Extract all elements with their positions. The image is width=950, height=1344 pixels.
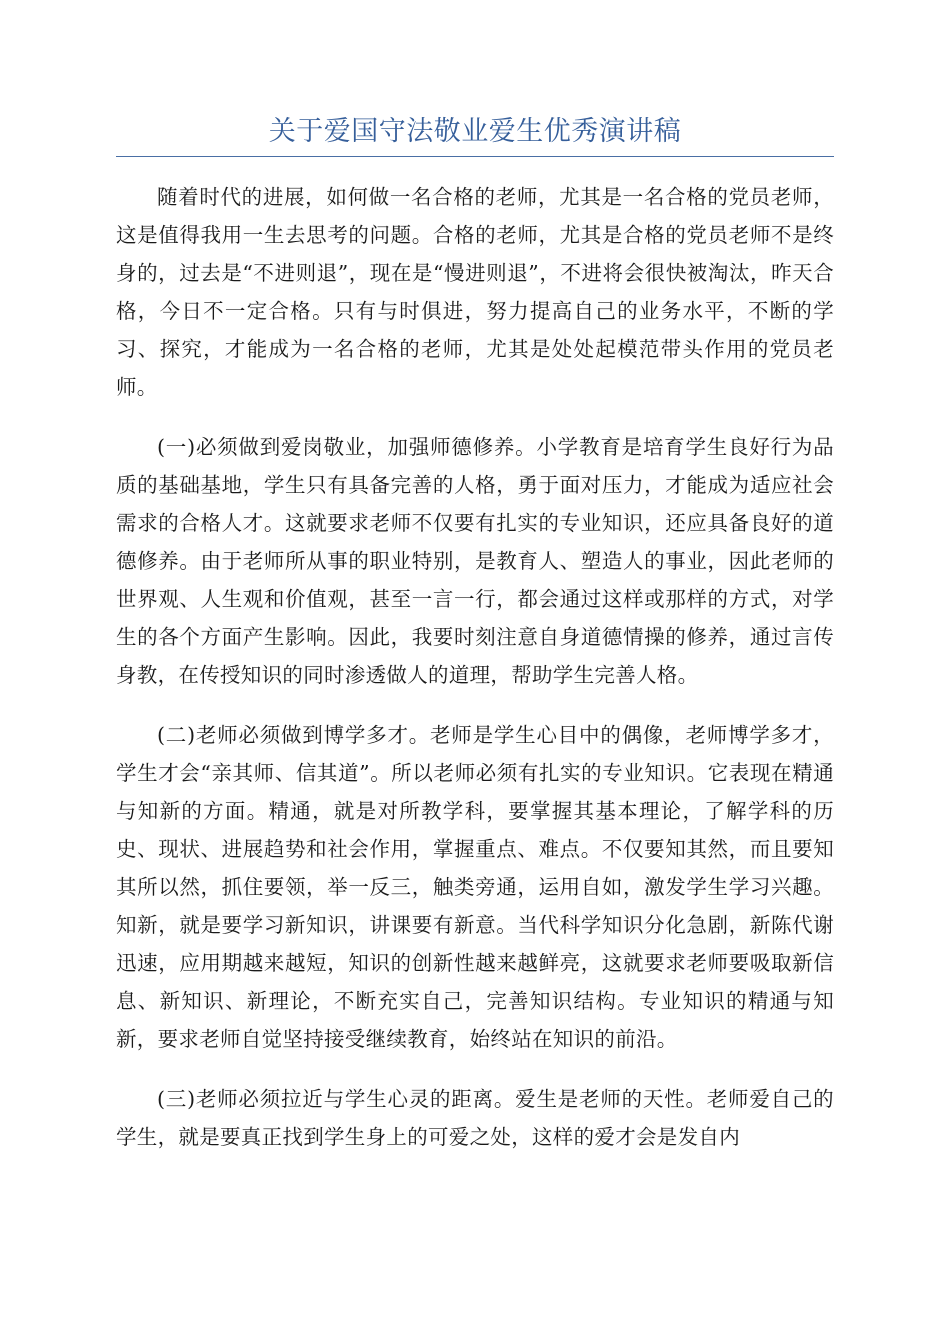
paragraph-section-3: (三)老师必须拉近与学生心灵的距离。爱生是老师的天性。老师爱自己的学生，就是要真正找到学生身上的可爱之处，这样的爱才会是发自内 xyxy=(116,1087,834,1149)
paragraph-section-1: (一)必须做到爱岗敬业，加强师德修养。小学教育是培育学生良好行为品质的基础基地，学生只有具备完善的人格，勇于面对压力，才能成为适应社会需求的合格人才。这就要求老师不仅要有扎实的专业知识，还应具备良好的道德修养。由于老师所从事的职业特别，是教育人、塑造人的事业，因此老师的世界观、人生观和价值观，甚至一言一行，都会通过这样或那样的方式，对学生的各个方面产生影响。因此，我要时刻注意自身道德情操的修养，通过言传身教，在传授知识的同时渗透做人的道理，帮助学生完善人格。 xyxy=(116,435,834,687)
title-block xyxy=(116,112,834,157)
paragraph-intro: 随着时代的进展，如何做一名合格的老师，尤其是一名合格的党员老师，这是值得我用一生去思考的问题。合格的老师，尤其是合格的党员老师不是终身的，过去是“不进则退”，现在是“慢进则退”，不进将会很快被淘汰，昨天合格，今日不一定合格。只有与时俱进，努力提高自己的业务水平，不断的学习、探究，才能成为一名合格的老师，尤其是处处起模范带头作用的党员老师。 xyxy=(116,185,834,399)
paragraph-section-2: (二)老师必须做到博学多才。老师是学生心目中的偶像，老师博学多才，学生才会“亲其师、信其道”。所以老师必须有扎实的专业知识。它表现在精通与知新的方面。精通，就是对所教学科，要掌握其基本理论，了解学科的历史、现状、进展趋势和社会作用，掌握重点、难点。不仅要知其然，而且要知其所以然，抓住要领，举一反三，触类旁通，运用自如，激发学生学习兴趣。知新，就是要学习新知识，讲课要有新意。当代科学知识分化急剧，新陈代谢迅速，应用期越来越短，知识的创新性越来越鲜亮，这就要求老师要吸取新信息、新知识、新理论，不断充实自己，完善知识结构。专业知识的精通与知新，要求老师自觉坚持接受继续教育，始终站在知识的前沿。 xyxy=(116,723,834,1051)
document-body xyxy=(116,178,834,1178)
document-title: 关于爱国守法敬业爱生优秀演讲稿 xyxy=(268,116,682,147)
